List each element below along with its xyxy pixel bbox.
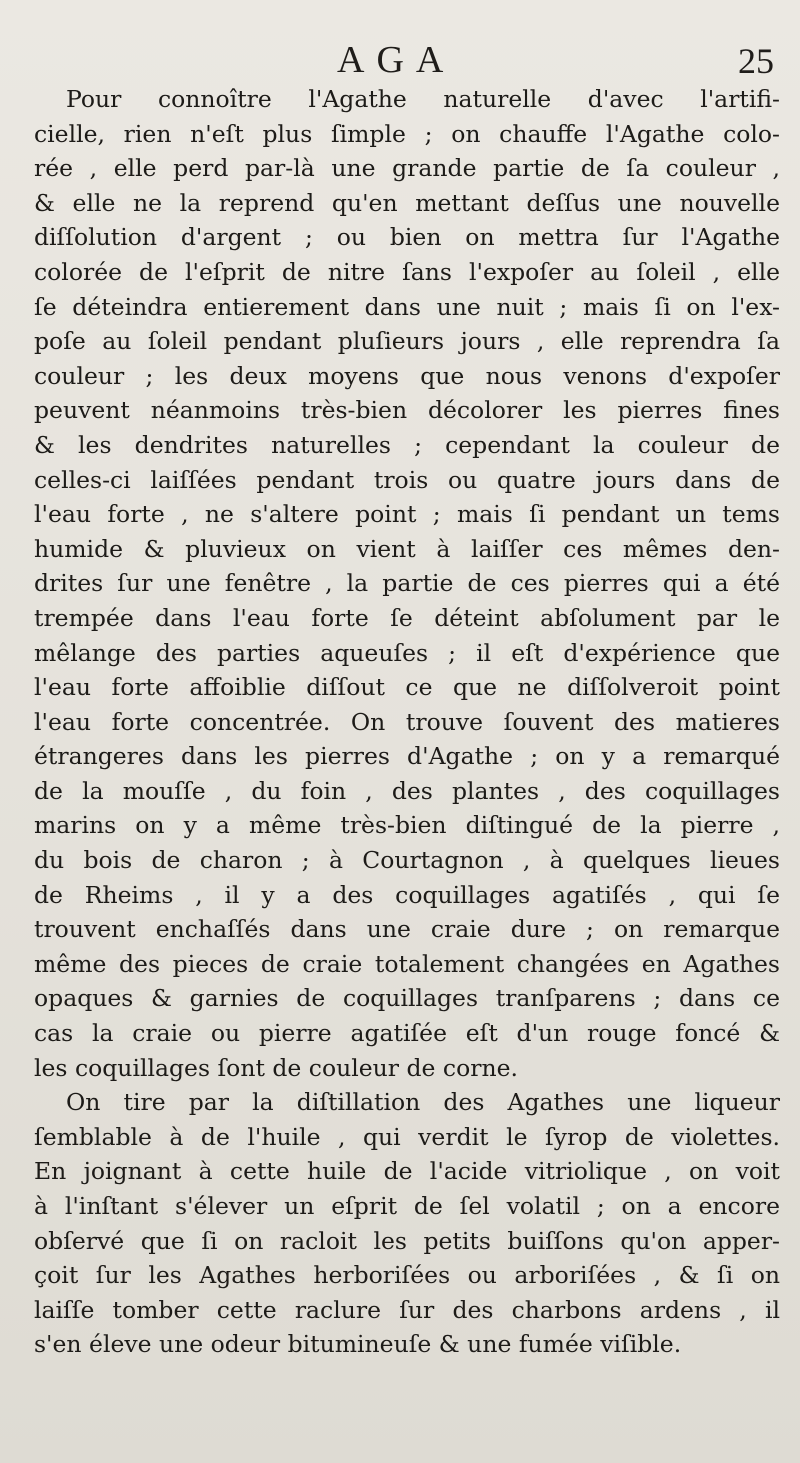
text-line: l'eau forte , ne s'altere point ; mais ſi pendant un tems — [34, 500, 780, 529]
paragraph-2 — [34, 1085, 780, 1362]
text-line: On tire par la diſtillation des Agathes une liqueur — [66, 1088, 780, 1117]
text-line: humide & pluvieux on vient à laiſſer ces mêmes den- — [34, 534, 780, 563]
text-line: l'eau forte concentrée. On trouve ſouvent des matieres — [34, 707, 780, 736]
text-line: trouvent enchaſſés dans une craie dure ; on remarque — [34, 915, 780, 944]
text-line: à l'inſtant s'élever un eſprit de ſel volatil ; on a encore — [34, 1192, 780, 1220]
text-line: ſe déteindra entierement dans une nuit ; mais ſi on l'ex- — [34, 292, 780, 321]
text-line: les coquillages ſont de couleur de corne. — [34, 1053, 518, 1082]
text-line: opaques & garnies de coquillages tranſparens ; dans ce — [34, 984, 780, 1013]
text-line: colorée de l'eſprit de nitre ſans l'expoſer au ſoleil , elle — [34, 257, 780, 286]
text-line: s'en éleve une odeur bitumineuſe & une fumée viſible. — [34, 1330, 682, 1359]
text-line: l'eau forte affoiblie diſſout ce que ne diſſolveroit point — [34, 673, 780, 702]
text-line: cielle, rien n'eſt plus ſimple ; on chauffe l'Agathe colo- — [34, 119, 780, 148]
text-line: étrangeres dans les pierres d'Agathe ; on y a remarqué — [34, 742, 780, 771]
text-line: couleur ; les deux moyens que nous venons d'expoſer — [34, 361, 780, 390]
body-text — [34, 82, 780, 1362]
running-head: AGA — [337, 39, 456, 81]
text-line: rée , elle perd par-là une grande partie de ſa couleur , — [34, 154, 780, 183]
text-line: laiſſe tomber cette raclure ſur des charbons ardens , il — [34, 1295, 780, 1324]
paragraph-1 — [34, 82, 780, 1085]
text-line: çoit ſur les Agathes herboriſées ou arboriſées , & ſi on — [34, 1261, 780, 1290]
page-header — [0, 38, 800, 88]
text-line: peuvent néanmoins très-bien décolorer les pierres fines — [34, 396, 780, 425]
text-line: En joignant à cette huile de l'acide vitriolique , on voit — [34, 1157, 780, 1186]
text-line: obſervé que ſi on racloit les petits buiſſons qu'on apper- — [34, 1226, 780, 1255]
text-line: de Rheims , il y a des coquillages agatiſés , qui ſe — [34, 880, 780, 909]
text-line: même des pieces de craie totalement changées en Agathes — [34, 949, 780, 978]
text-line: ſemblable à de l'huile , qui verdit le ſyrop de violettes. — [34, 1122, 780, 1151]
text-line: Pour connoître l'Agathe naturelle d'avec l'artifi- — [66, 85, 780, 113]
text-line: marins on y a même très-bien diſtingué de la pierre , — [34, 811, 780, 840]
text-line: de la mouſſe , du foin , des plantes , des coquillages — [34, 776, 780, 805]
text-line: diſſolution d'argent ; ou bien on mettra ſur l'Agathe — [34, 223, 780, 252]
text-line: mêlange des parties aqueuſes ; il eſt d'expérience que — [34, 638, 780, 667]
text-line: cas la craie ou pierre agatiſée eſt d'un rouge foncé & — [34, 1019, 780, 1048]
text-line: & elle ne la reprend qu'en mettant deſſus une nouvelle — [34, 188, 780, 217]
text-line: du bois de charon ; à Courtagnon , à quelques lieues — [34, 846, 780, 875]
text-line: & les dendrites naturelles ; cependant la couleur de — [34, 430, 780, 459]
text-line: trempée dans l'eau forte ſe déteint abſolument par le — [34, 603, 780, 632]
text-line: drites ſur une fenêtre , la partie de ces pierres qui a été — [34, 569, 780, 598]
page-number: 25 — [738, 41, 774, 81]
text-line: poſe au ſoleil pendant pluſieurs jours , elle reprendra ſa — [34, 327, 780, 356]
text-line: celles-ci laiſſées pendant trois ou quatre jours dans de — [34, 465, 780, 494]
